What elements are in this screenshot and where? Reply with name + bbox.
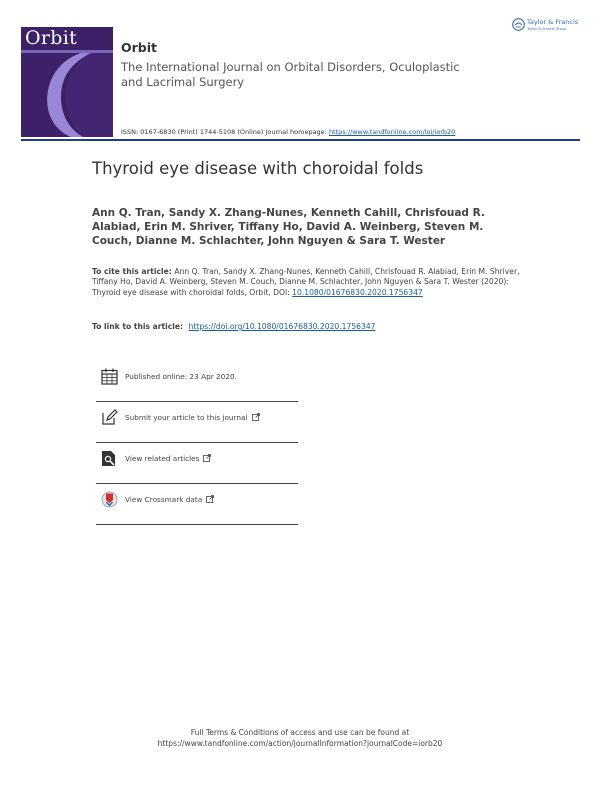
external-link-icon (206, 495, 214, 503)
article-doi-url[interactable]: https://doi.org/10.1080/01676830.2020.1756347 (188, 322, 376, 331)
cover-title: Orbit (25, 27, 78, 49)
row-divider (96, 442, 298, 443)
row-divider (96, 483, 298, 484)
citation-block (92, 267, 522, 298)
search-document-icon (101, 450, 118, 467)
related-articles-link[interactable]: View related articles (125, 454, 211, 463)
article-link-label: To link to this article: (92, 322, 186, 331)
external-link-icon (252, 413, 260, 421)
submit-article-row[interactable] (96, 403, 298, 443)
submit-article-link[interactable]: Submit your article to this journal (125, 413, 260, 422)
citation-text: Ann Q. Tran, Sandy X. Zhang-Nunes, Kenneth Cahill, Chrisfouad R. Alabiad, Erin M. Shriver, Tiffany Ho, David A. Weinberg, Steven M. Couch, Dianne M. Schlachter, John Nguyen & Sara T. Wester (2020): Thyroid eye disease with choroidal folds, Orbit, DOI: (92, 267, 520, 297)
row-divider (96, 401, 298, 402)
row-divider (96, 524, 298, 525)
article-title: Thyroid eye disease with choroidal folds (92, 159, 424, 178)
crossmark-icon (101, 491, 118, 508)
published-date: Published online: 23 Apr 2020. (125, 372, 237, 381)
publisher-name: Taylor & Francis (527, 18, 579, 26)
issn-line (121, 128, 455, 136)
article-authors: Ann Q. Tran, Sandy X. Zhang-Nunes, Kenneth Cahill, Chrisfouad R. Alabiad, Erin M. Shriver, Tiffany Ho, David A. Weinberg, Steven M. Couch, Dianne M. Schlachter, John Nguyen & Sara T. Wester (92, 207, 485, 247)
related-articles-row[interactable] (96, 444, 298, 484)
cover-arc-graphic (21, 53, 113, 137)
publisher-logo-icon (512, 18, 525, 31)
journal-name: Orbit (121, 40, 157, 55)
article-link-line (92, 322, 375, 331)
publisher-logo[interactable] (512, 18, 582, 36)
crossmark-row[interactable] (96, 485, 298, 525)
footer-terms-text: Full Terms & Conditions of access and use can be found at (190, 728, 410, 737)
external-link-icon (203, 454, 211, 462)
citation-doi-link[interactable]: 10.1080/01676830.2020.1756347 (292, 287, 423, 297)
citation-label: To cite this article: (92, 267, 175, 276)
header-divider (21, 139, 580, 141)
footer-terms-link[interactable]: https://www.tandfonline.com/action/journalInformation?journalCode=iorb20 (157, 739, 443, 748)
journal-homepage-link[interactable]: https://www.tandfonline.com/loi/iorb20 (328, 128, 456, 136)
calendar-icon (101, 368, 118, 385)
journal-cover (21, 27, 113, 137)
crossmark-link[interactable]: View Crossmark data (125, 495, 214, 504)
issn-text: ISSN: 0167-6830 (Print) 1744-5108 (Online) Journal homepage: (121, 128, 329, 136)
footer (100, 727, 500, 749)
edit-icon (101, 409, 118, 426)
journal-subtitle: The International Journal on Orbital Disorders, Oculoplastic and Lacrimal Surgery (121, 60, 460, 89)
publisher-group: Taylor & Francis Group (527, 27, 567, 31)
published-row (96, 362, 298, 402)
